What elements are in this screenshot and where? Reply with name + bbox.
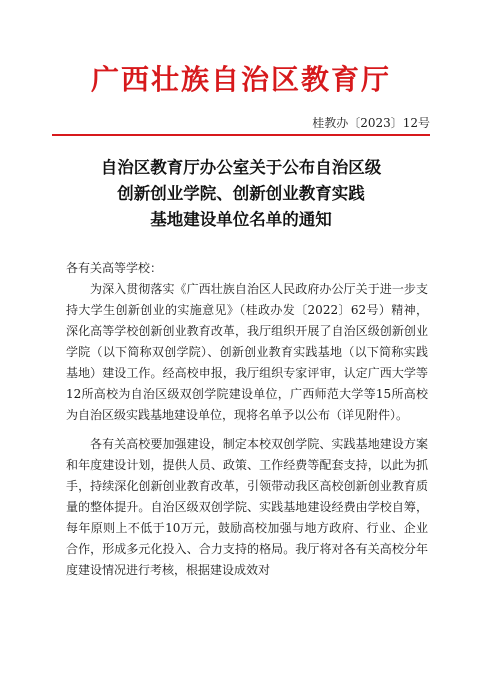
notice-title-line-2: 创新创业学院、创新创业教育实践 [117, 184, 365, 203]
red-divider-line [52, 134, 430, 136]
paragraph-gap [66, 426, 428, 434]
salutation: 各有关高等学校： [66, 261, 163, 275]
notice-body [66, 258, 428, 581]
body-paragraph-2: 各有关高校要加强建设，制定本校双创学院、实践基地建设方案和年度建设计划，提供人员、政策、工作经费等配套支持，以此为抓手，持续深化创新创业教育改革，引领带动我区高校创新创业教育质量的整体提升。自治区级双创学院、实践基地建设经费由学校自筹，每年原则上不低于10万元，鼓励高校加强与地方政府、行业、企业合作，形成多元化投入、合力支持的格局。我厅将对各有关高校分年度建设情况进行考核，根据建设成效对 [66, 437, 428, 577]
notice-title-line-3: 基地建设单位名单的通知 [150, 210, 332, 229]
masthead-title: 广西壮族自治区教育厅 [90, 63, 391, 96]
document-number: 桂教办〔2023〕12号 [312, 116, 430, 130]
notice-title-line-1: 自治区教育厅办公室关于公布自治区级 [100, 158, 382, 177]
notice-title [40, 155, 442, 233]
body-paragraph-1: 为深入贯彻落实《广西壮族自治区人民政府办公厅关于进一步支持大学生创新创业的实施意见》（桂政办发〔2022〕62号）精神，深化高等学校创新创业教育改革，我厅组织开展了自治区级创新创业学院（以下简称双创学院）、创新创业教育实践基地（以下简称实践基地）建设工作。经高校申报，我厅组织专家评审，认定广西大学等12所高校为自治区级双创学院建设单位，广西师范大学等15所高校为自治区级实践基地建设单位，现将名单予以公布（详见附件）。 [66, 282, 428, 422]
